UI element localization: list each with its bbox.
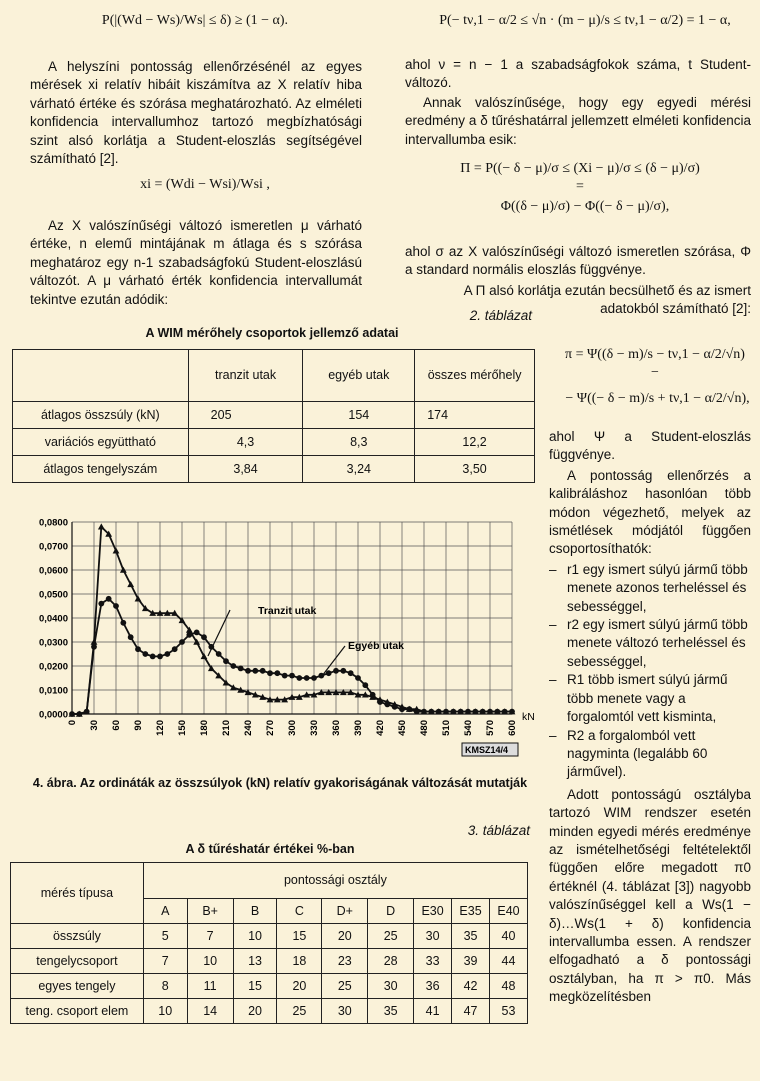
egyeb-point bbox=[172, 646, 178, 652]
table3-cell: 10 bbox=[187, 949, 233, 974]
right-paragraph-1: ahol ν = n − 1 a szabadságfokok száma, t Student-változó. bbox=[405, 57, 751, 91]
egyeb-point bbox=[260, 668, 266, 674]
egyeb-point bbox=[157, 654, 163, 660]
table3-cell: 25 bbox=[368, 924, 414, 949]
formula-4b: Φ((δ − μ)/σ) − Φ((− δ − μ)/σ), bbox=[500, 199, 670, 214]
x-tick-label: 480 bbox=[419, 720, 430, 736]
egyeb-point bbox=[296, 675, 302, 681]
table2-cell: 205 bbox=[188, 402, 303, 429]
table3-row bbox=[11, 949, 528, 974]
table3-row-label: teng. csoport elem bbox=[11, 999, 144, 1024]
repetition-list bbox=[549, 561, 751, 782]
formula-5b: − Ψ((− δ − m)/s + tν,1 − α/2/√n), bbox=[565, 391, 750, 406]
egyeb-point bbox=[194, 630, 200, 636]
y-tick-label: 0,0400 bbox=[38, 613, 68, 625]
table3-class-header: D+ bbox=[322, 899, 368, 924]
egyeb-point bbox=[494, 709, 500, 715]
table3-cell: 48 bbox=[490, 974, 528, 999]
x-tick-label: 180 bbox=[199, 720, 210, 736]
table3-cell: 18 bbox=[277, 949, 322, 974]
y-tick-label: 0,0800 bbox=[38, 517, 68, 529]
x-tick-label: 240 bbox=[243, 720, 254, 736]
table3-row-label: tengelycsoport bbox=[11, 949, 144, 974]
figure-badge: KMSZ14/4 bbox=[465, 745, 509, 755]
egyeb-point bbox=[76, 711, 82, 717]
egyeb-point bbox=[362, 682, 368, 688]
table3-cell: 35 bbox=[452, 924, 490, 949]
egyeb-point bbox=[509, 709, 515, 715]
table3-cell: 15 bbox=[277, 924, 322, 949]
table2-cell: 174 bbox=[415, 402, 535, 429]
table3-cell: 30 bbox=[414, 924, 452, 949]
egyeb-point bbox=[377, 699, 383, 705]
table3-cell: 7 bbox=[143, 949, 187, 974]
egyeb-point bbox=[370, 692, 376, 698]
table3-cell: 15 bbox=[233, 974, 277, 999]
egyeb-point bbox=[289, 673, 295, 679]
table3-class-header: D bbox=[368, 899, 414, 924]
egyeb-point bbox=[91, 644, 97, 650]
table3-cell: 40 bbox=[490, 924, 528, 949]
table2-cell: 3,24 bbox=[303, 456, 415, 483]
table3-label: 3. táblázat bbox=[467, 823, 530, 838]
x-tick-label: 0 bbox=[67, 720, 78, 726]
table3-cell: 20 bbox=[322, 924, 368, 949]
x-tick-label: 120 bbox=[155, 720, 166, 736]
tranzit-point bbox=[201, 653, 208, 659]
formula-5a: π = Ψ((δ − m)/s − tν,1 − α/2/√n) − bbox=[565, 347, 745, 381]
y-tick-label: 0,0000 bbox=[38, 709, 68, 721]
egyeb-point bbox=[186, 632, 192, 638]
table3-cell: 47 bbox=[452, 999, 490, 1024]
table3-group-header: pontossági osztály bbox=[143, 863, 527, 899]
right-paragraph-4b: adatokból számítható [2]: bbox=[600, 301, 751, 316]
table3-cell: 11 bbox=[187, 974, 233, 999]
x-tick-label: 420 bbox=[375, 720, 386, 736]
egyeb-point bbox=[142, 651, 148, 657]
table2-cell: 4,3 bbox=[188, 429, 303, 456]
right-paragraph-7: Adott pontosságú osztályba tartozó WIM rendszer esetén minden egyedi mérés eredménye az ismételhetőségi feltételektől függően előre megadott π0 értéknél (4. táblázat [3]) nagyobb valószínűséggel kell a Ws(1 − δ)…Ws(1 + δ) konfidencia intervallumba essen. A rendszer elfogadható a δ pontossági osztályban, ha π > π0. Más megközelítésben bbox=[549, 786, 751, 1005]
egyeb-point bbox=[84, 709, 90, 715]
egyeb-point bbox=[223, 658, 229, 664]
list-item: – R2 a forgalomból vett nagyminta (legalább 60 járművel). bbox=[549, 727, 708, 780]
y-tick-label: 0,0100 bbox=[38, 685, 68, 697]
x-tick-label: 600 bbox=[507, 720, 518, 736]
table3-row-label: egyes tengely bbox=[11, 974, 144, 999]
tranzit-point bbox=[135, 595, 142, 601]
egyeb-point bbox=[135, 646, 141, 652]
right-paragraph-2: Annak valószínűsége, hogy egy egyedi mérési eredmény a δ tűréshatárral jellemzett elméleti konfidencia intervallumba esik: bbox=[405, 95, 751, 147]
table2-header: összes mérőhely bbox=[415, 350, 535, 402]
table3-class-header: B+ bbox=[187, 899, 233, 924]
formula-4a: Π = P((− δ − μ)/σ ≤ (Xi − μ)/σ ≤ (δ − μ)/σ) = bbox=[460, 161, 700, 195]
egyeb-point bbox=[414, 709, 420, 715]
table2-row-label: átlagos összsúly (kN) bbox=[13, 402, 189, 429]
table2-cell: 12,2 bbox=[415, 429, 535, 456]
egyeb-point bbox=[458, 709, 464, 715]
table3-cell: 20 bbox=[277, 974, 322, 999]
x-tick-label: 510 bbox=[441, 720, 452, 736]
egyeb-point bbox=[436, 709, 442, 715]
x-tick-label: 210 bbox=[221, 720, 232, 736]
y-tick-label: 0,0200 bbox=[38, 661, 68, 673]
egyeb-point bbox=[274, 670, 280, 676]
table2-cell: 8,3 bbox=[303, 429, 415, 456]
table2-header: egyéb utak bbox=[303, 350, 415, 402]
egyeb-point bbox=[304, 675, 310, 681]
egyeb-point bbox=[326, 670, 332, 676]
right-paragraph-5: ahol Ψ a Student-eloszlás függvénye. bbox=[549, 429, 751, 463]
egyeb-point bbox=[406, 706, 412, 712]
table3-class-header: C bbox=[277, 899, 322, 924]
table3 bbox=[10, 862, 528, 1024]
egyeb-point bbox=[421, 709, 427, 715]
figure4-caption: 4. ábra. Az ordináták az összsúlyok (kN) relatív gyakoriságának változását mutatják bbox=[32, 776, 528, 790]
y-tick-label: 0,0600 bbox=[38, 565, 68, 577]
table3-class-header: E30 bbox=[414, 899, 452, 924]
table3-cell: 30 bbox=[322, 999, 368, 1024]
table3-row bbox=[11, 974, 528, 999]
table3-cell: 53 bbox=[490, 999, 528, 1024]
y-tick-label: 0,0700 bbox=[38, 541, 68, 553]
egyeb-point bbox=[252, 668, 258, 674]
egyeb-point bbox=[267, 670, 273, 676]
table3-class-header: B bbox=[233, 899, 277, 924]
egyeb-point bbox=[164, 651, 170, 657]
table3-cell: 33 bbox=[414, 949, 452, 974]
table3-cell: 25 bbox=[277, 999, 322, 1024]
egyeb-point bbox=[392, 704, 398, 710]
egyeb-point bbox=[150, 654, 156, 660]
table3-cell: 30 bbox=[368, 974, 414, 999]
table3-cell: 10 bbox=[143, 999, 187, 1024]
table3-class-header: A bbox=[143, 899, 187, 924]
egyeb-point bbox=[443, 709, 449, 715]
table3-cell: 41 bbox=[414, 999, 452, 1024]
x-tick-label: 570 bbox=[485, 720, 496, 736]
egyeb-point bbox=[465, 709, 471, 715]
left-paragraph-1: A helyszíni pontosság ellenőrzésénél az egyes mérések xi relatív hibáit kiszámítva az X relatív hiba várható értéke és szórása meghatározható. Az elméleti konfidencia intervallumhoz tartozó megbízhatósági szint alsó korlátja a Student-eloszlás segítségével számítható [2]. bbox=[30, 59, 362, 167]
tranzit-point bbox=[98, 523, 105, 529]
table3-cell: 42 bbox=[452, 974, 490, 999]
figure4-chart bbox=[20, 508, 540, 763]
table2-cell: 3,84 bbox=[188, 456, 303, 483]
table2-cell: 154 bbox=[303, 402, 415, 429]
y-tick-label: 0,0500 bbox=[38, 589, 68, 601]
table3-title: A δ tűréshatár értékei %-ban bbox=[185, 842, 355, 856]
egyeb-point bbox=[428, 709, 434, 715]
egyeb-point bbox=[179, 639, 185, 645]
egyeb-point bbox=[282, 673, 288, 679]
table2-cell: 3,50 bbox=[415, 456, 535, 483]
tranzit-annotation: Tranzit utak bbox=[258, 605, 317, 617]
tranzit-point bbox=[127, 581, 134, 587]
x-tick-label: 30 bbox=[89, 720, 100, 731]
list-item: – R1 több ismert súlyú jármű több menete vagy a forgalomtól vett kisminta, bbox=[549, 672, 728, 725]
egyeb-point bbox=[128, 634, 134, 640]
table3-cell: 25 bbox=[322, 974, 368, 999]
y-tick-label: 0,0300 bbox=[38, 637, 68, 649]
egyeb-point bbox=[472, 709, 478, 715]
egyeb-point bbox=[69, 711, 75, 717]
egyeb-point bbox=[113, 603, 119, 609]
table2-corner bbox=[13, 350, 189, 402]
egyeb-point bbox=[399, 706, 405, 712]
table2-row-label: átlagos tengelyszám bbox=[13, 456, 189, 483]
formula-3: P(− tν,1 − α/2 ≤ √n · (m − μ)/s ≤ tν,1 − α/2) = 1 − α, bbox=[439, 13, 731, 28]
table3-class-header: E40 bbox=[490, 899, 528, 924]
table3-cell: 13 bbox=[233, 949, 277, 974]
x-tick-label: 90 bbox=[133, 720, 144, 731]
table3-cell: 23 bbox=[322, 949, 368, 974]
x-unit-label: kN bbox=[522, 711, 535, 723]
egyeb-point bbox=[333, 668, 339, 674]
table3-cell: 36 bbox=[414, 974, 452, 999]
x-tick-label: 270 bbox=[265, 720, 276, 736]
list-item: – r1 egy ismert súlyú jármű több menete azonos terheléssel és sebességgel, bbox=[549, 561, 748, 614]
table3-cell: 7 bbox=[187, 924, 233, 949]
table3-class-header: E35 bbox=[452, 899, 490, 924]
x-tick-label: 450 bbox=[397, 720, 408, 736]
list-item: – r2 egy ismert súlyú jármű több menete változó terheléssel és sebességgel, bbox=[549, 617, 748, 669]
egyeb-point bbox=[355, 675, 361, 681]
x-tick-label: 330 bbox=[309, 720, 320, 736]
formula-1: P(|(Wd − Ws)/Ws| ≤ δ) ≥ (1 − α). bbox=[101, 13, 289, 28]
table3-row-header: mérés típusa bbox=[11, 863, 144, 924]
formula-2: xi = (Wdi − Wsi)/Wsi , bbox=[140, 177, 270, 192]
x-tick-label: 360 bbox=[331, 720, 342, 736]
table3-cell: 28 bbox=[368, 949, 414, 974]
egyeb-point bbox=[98, 601, 104, 607]
egyeb-point bbox=[238, 666, 244, 672]
table3-cell: 10 bbox=[233, 924, 277, 949]
table3-row-label: összsúly bbox=[11, 924, 144, 949]
table2 bbox=[12, 349, 535, 483]
egyeb-point bbox=[348, 670, 354, 676]
right-paragraph-3: ahol σ az X valószínűségi változó ismeretlen szórása, Φ a standard normális eloszlás függvénye. bbox=[405, 244, 751, 278]
table3-cell: 44 bbox=[490, 949, 528, 974]
egyeb-point bbox=[230, 663, 236, 669]
egyeb-point bbox=[106, 596, 112, 602]
table2-title: A WIM mérőhely csoportok jellemző adatai bbox=[145, 326, 399, 340]
egyeb-point bbox=[480, 709, 486, 715]
x-tick-label: 300 bbox=[287, 720, 298, 736]
table3-cell: 39 bbox=[452, 949, 490, 974]
x-tick-label: 540 bbox=[463, 720, 474, 736]
egyeb-point bbox=[502, 709, 508, 715]
table3-cell: 14 bbox=[187, 999, 233, 1024]
x-tick-label: 60 bbox=[111, 720, 122, 731]
table3-cell: 5 bbox=[143, 924, 187, 949]
table3-row bbox=[11, 999, 528, 1024]
table3-cell: 8 bbox=[143, 974, 187, 999]
table2-row-label: variációs együttható bbox=[13, 429, 189, 456]
x-tick-label: 150 bbox=[177, 720, 188, 736]
egyeb-point bbox=[340, 668, 346, 674]
egyeb-point bbox=[311, 675, 317, 681]
egyeb-annotation: Egyéb utak bbox=[348, 640, 405, 652]
table3-row bbox=[11, 924, 528, 949]
left-paragraph-2: Az X valószínűségi változó ismeretlen μ várható értéke, n elemű mintájának m átlaga és s szórása meghatároz egy n-1 szabadságfokú Student-eloszlású változót. A μ várható érték konfidencia intervallumát tekintve ezután adódik: bbox=[30, 218, 362, 307]
table3-cell: 35 bbox=[368, 999, 414, 1024]
egyeb-point bbox=[245, 668, 251, 674]
table2-label: 2. táblázat bbox=[469, 308, 532, 323]
egyeb-point bbox=[487, 709, 493, 715]
table2-header: tranzit utak bbox=[188, 350, 303, 402]
egyeb-point bbox=[216, 651, 222, 657]
egyeb-point bbox=[384, 702, 390, 708]
right-paragraph-6: A pontosság ellenőrzés a kalibráláshoz hasonlóan több módon végezhető, melyek az ismétlések módjától függően csoportosíthatók: bbox=[549, 467, 751, 557]
egyeb-point bbox=[450, 709, 456, 715]
egyeb-point bbox=[120, 620, 126, 626]
tranzit-annotation-line bbox=[208, 610, 230, 656]
tranzit-point bbox=[113, 547, 120, 553]
x-tick-label: 390 bbox=[353, 720, 364, 736]
right-paragraph-4a: A Π alsó korlátja ezután becsülhető és az ismert bbox=[463, 283, 751, 298]
table3-cell: 20 bbox=[233, 999, 277, 1024]
egyeb-point bbox=[201, 634, 207, 640]
